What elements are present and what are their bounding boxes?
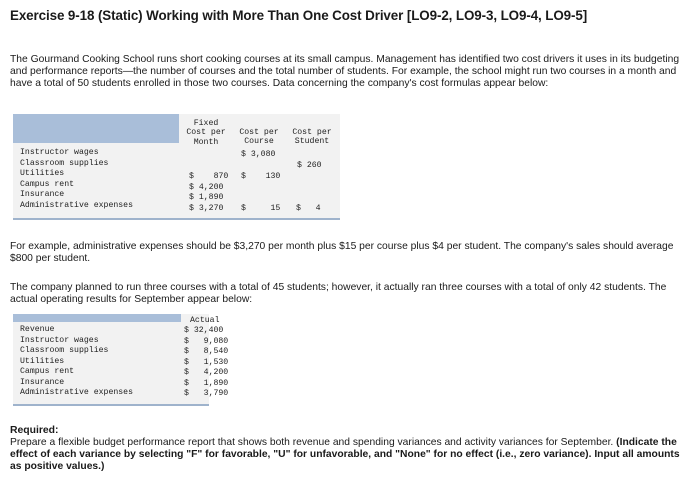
required-instruction: Prepare a flexible budget performance report that shows both revenue and spending variances and activity variances for September. bbox=[10, 437, 614, 448]
table-header-bar bbox=[13, 314, 181, 322]
table-header-bar bbox=[13, 114, 179, 143]
row-label-utilities: Utilities bbox=[20, 169, 65, 178]
row-label-instructor-wages: Instructor wages bbox=[20, 148, 99, 157]
row-label-classroom-supplies: Classroom supplies bbox=[20, 346, 109, 355]
cell-instructor-wages: $ 9,080 bbox=[184, 336, 229, 346]
row-label-classroom-supplies: Classroom supplies bbox=[20, 158, 109, 168]
row-label-insurance: Insurance bbox=[20, 190, 65, 199]
required-text bbox=[10, 437, 690, 474]
cell-utilities-fixed: $ 870 bbox=[189, 172, 229, 181]
cell-insurance-fixed: $ 1,890 bbox=[189, 193, 224, 202]
row-label-administrative-expenses: Administrative expenses bbox=[20, 388, 134, 397]
row-label-campus-rent: Campus rent bbox=[20, 179, 75, 189]
cell-instructor-wages-course: $ 3,080 bbox=[241, 150, 276, 159]
actual-results-table bbox=[13, 314, 229, 406]
row-label-revenue: Revenue bbox=[20, 325, 55, 334]
cell-admin-student: $ 4 bbox=[296, 204, 321, 213]
cell-admin-course: $ 15 bbox=[241, 204, 281, 213]
page-title: Exercise 9-18 (Static) Working with More Than One Cost Driver [LO9-2, LO9-3, LO9-4, LO9-5] bbox=[10, 8, 588, 23]
intro-paragraph: The Gourmand Cooking School runs short cooking courses at its small campus. Management has identified two cost drivers it uses in its budgeting and performance reports—the number of courses and the total number of students. For example, the school might run two courses in a month and have a total of 50 students enrolled in those two courses. Data concerning the company's cost formulas appear below: bbox=[10, 54, 680, 90]
required-note: (Indicate the effect of each variance by selecting "F" for favorable, "U" for unfavorable, and "None" for no effect (i.e., zero variance). Input all amounts as positive values.) bbox=[10, 437, 680, 473]
table-bottom-rule bbox=[13, 218, 340, 220]
cell-insurance: $ 1,890 bbox=[184, 378, 229, 388]
required-heading: Required: bbox=[10, 425, 59, 436]
header-cost-per-course: Cost per Course bbox=[239, 128, 279, 147]
cost-formula-table bbox=[13, 114, 340, 220]
row-label-utilities: Utilities bbox=[20, 356, 65, 366]
cell-utilities-course: $ 130 bbox=[241, 172, 281, 181]
cell-administrative-expenses: $ 3,790 bbox=[184, 389, 229, 398]
example-paragraph: For example, administrative expenses should be $3,270 per month plus $15 per course plus $4 per student. The company's sales should average $800 per student. bbox=[10, 241, 674, 265]
row-label-campus-rent: Campus rent bbox=[20, 367, 75, 376]
cell-classroom-supplies: $ 8,540 bbox=[184, 347, 229, 356]
header-actual: Actual bbox=[190, 316, 220, 325]
cell-revenue: $ 32,400 bbox=[184, 326, 224, 335]
table-bottom-rule bbox=[13, 404, 209, 406]
row-label-insurance: Insurance bbox=[20, 377, 65, 387]
cell-utilities: $ 1,530 bbox=[184, 357, 229, 367]
cell-campus-rent-fixed: $ 4,200 bbox=[189, 182, 224, 192]
header-fixed-cost-per-month: Fixed Cost per Month bbox=[186, 119, 226, 147]
row-label-administrative-expenses: Administrative expenses bbox=[20, 201, 134, 210]
planned-paragraph: The company planned to run three courses with a total of 45 students; however, it actually ran three courses with a total of only 42 students. The actual operating results for September appear below: bbox=[10, 282, 667, 306]
cell-campus-rent: $ 4,200 bbox=[184, 368, 229, 377]
row-label-instructor-wages: Instructor wages bbox=[20, 335, 99, 345]
cell-admin-fixed: $ 3,270 bbox=[189, 204, 224, 213]
header-cost-per-student: Cost per Student bbox=[292, 128, 332, 147]
cell-classroom-supplies-student: $ 260 bbox=[297, 161, 322, 170]
